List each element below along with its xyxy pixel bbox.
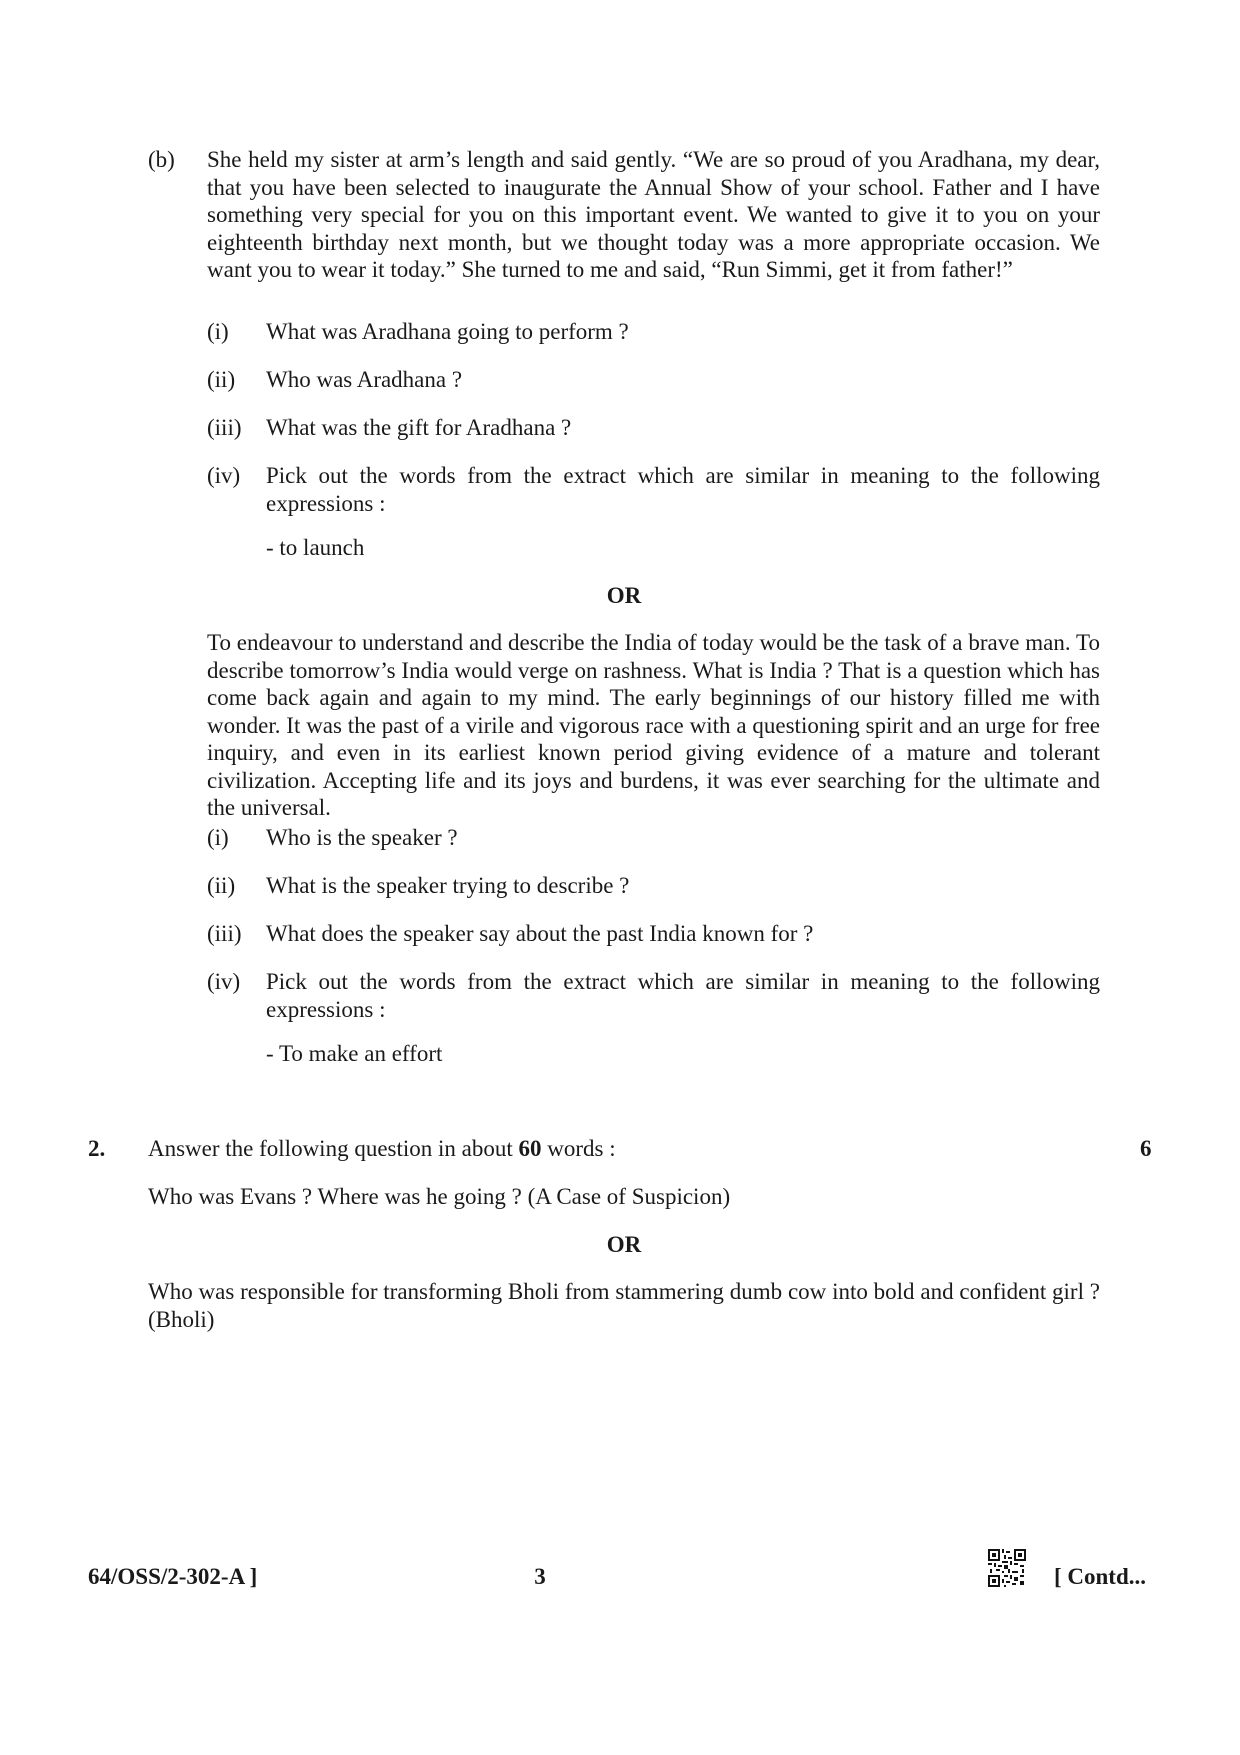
question-2-number: 2. <box>88 1136 106 1161</box>
page-number: 3 <box>534 1564 546 1589</box>
question-number: (iii) <box>207 921 242 946</box>
passage-paragraph: To endeavour to understand and describe the India of today would be the task of a brave man. To describe tomorrow’s India would verge on rashness. What is India ? That is a question which has come back again and again to my mind. The early beginnings of our history filled me with wonder. It was the past of a virile and vigorous race with a questioning spirit and an urge for free inquiry, and even in its earliest known period giving evidence of a mature and tolerant civilization. Accepting life and its joys and burdens, it was ever searching for the ultimate and the universal. <box>207 630 1100 820</box>
section-label: (b) <box>148 147 175 172</box>
paper-code: 64/OSS/2-302-A ] <box>88 1564 258 1589</box>
question-number: (ii) <box>207 367 236 392</box>
instruction-text: words : <box>541 1136 616 1161</box>
word-count: 60 <box>518 1136 542 1161</box>
question-text: Pick out the words from the extract which are similar in meaning to the following expressions : <box>266 463 1100 516</box>
qr-code-icon <box>988 1549 1026 1587</box>
question-number: (ii) <box>207 873 236 898</box>
question-text: What was Aradhana going to perform ? <box>266 319 629 344</box>
question-number: (i) <box>207 825 229 850</box>
question-text: Pick out the words from the extract which are similar in meaning to the following expressions : <box>266 969 1100 1022</box>
expression-text: - to launch <box>266 535 365 560</box>
passage-paragraph: She held my sister at arm’s length and said gently. “We are so proud of you Aradhana, my dear, that you have been selected to inaugurate the Annual Show of your school. Father and I have something very special for you on this important event. We wanted to give it to you on your eighteenth birthday next month, but we thought today was a more appropriate occasion. We want you to wear it today.” She turned to me and said, “Run Simmi, get it from father!” <box>207 147 1100 282</box>
question-number: (i) <box>207 319 229 344</box>
question-2-instruction <box>148 1135 1100 1163</box>
question-2-option-2: Who was responsible for transforming Bholi from stammering dumb cow into bold and confident girl ? (Bholi) <box>148 1279 1100 1332</box>
expression-text: - To make an effort <box>266 1041 443 1066</box>
question-text: Who is the speaker ? <box>266 825 458 850</box>
question-2-option-1: Who was Evans ? Where was he going ? (A Case of Suspicion) <box>148 1184 731 1209</box>
or-separator: OR <box>606 583 642 608</box>
question-number: (iv) <box>207 463 241 488</box>
question-text: What was the gift for Aradhana ? <box>266 415 572 440</box>
question-number: (iv) <box>207 969 241 994</box>
marks-value: 6 <box>1140 1136 1152 1161</box>
question-text: What is the speaker trying to describe ? <box>266 873 630 898</box>
question-text: What does the speaker say about the past India known for ? <box>266 921 814 946</box>
instruction-text: Answer the following question in about <box>148 1136 519 1161</box>
question-text: Who was Aradhana ? <box>266 367 463 392</box>
continued-label: [ Contd... <box>1054 1564 1147 1589</box>
or-separator: OR <box>606 1232 642 1257</box>
question-number: (iii) <box>207 415 242 440</box>
